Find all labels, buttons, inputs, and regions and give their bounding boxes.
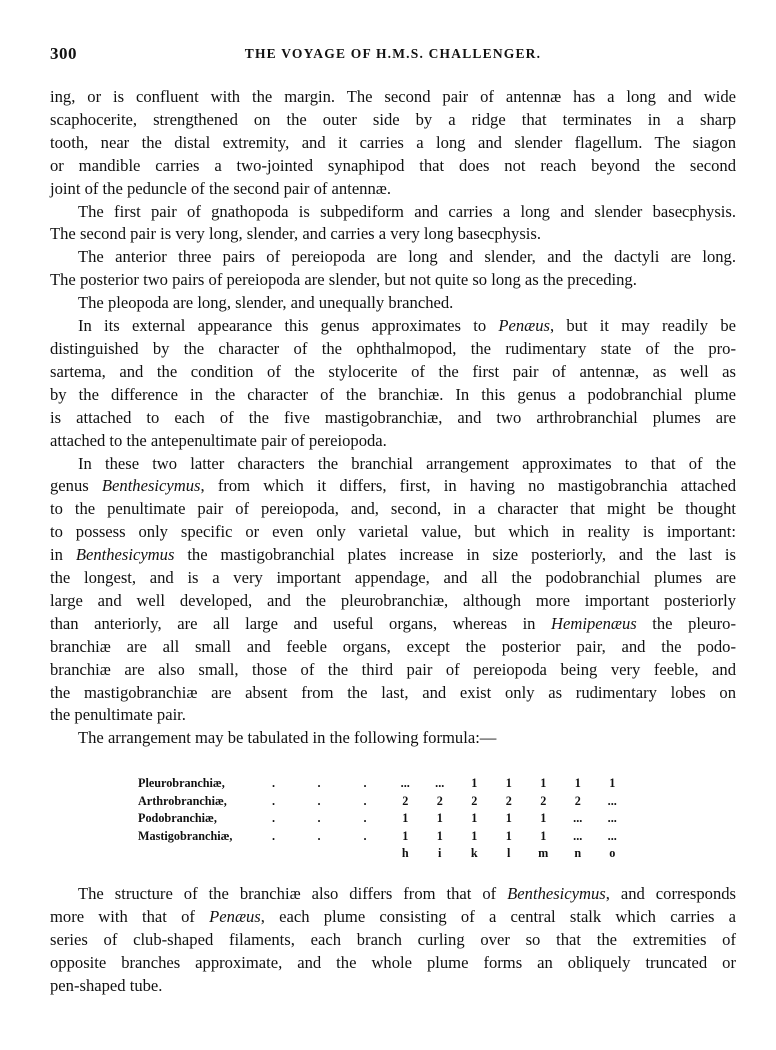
text-line: joint of the peduncle of the second pair of antennæ. [50, 178, 391, 198]
text-line: opposite branches approximate, and the whole plume forms an obliquely truncated or [50, 952, 736, 972]
column-letter: o [609, 846, 616, 860]
text-run: more with that of [50, 906, 210, 926]
text-line: pen-shaped tube. [50, 975, 163, 995]
column-letter: n [574, 846, 582, 860]
formula-cell: 1 [471, 811, 478, 825]
formula-cell: 1 [540, 811, 547, 825]
text-line: attached to the antepenultimate pair of pereiopoda. [50, 430, 387, 450]
text-line: tooth, near the distal extremity, and it carries a long and slender flagellum. The siagon [50, 132, 736, 152]
formula-cell: ... [573, 811, 583, 825]
column-letter: i [438, 846, 442, 860]
text-line: to possess only specific or even only varietal value, but which in reality is important: [50, 522, 736, 542]
column-letter: k [470, 846, 478, 860]
text-line: distinguished by the character of the ophthalmopod, the rudimentary state of the pro- [50, 338, 736, 358]
formula-cell: 1 [471, 776, 478, 790]
formula-row-label: Mastigobranchiæ, [138, 828, 233, 843]
text-line [50, 613, 736, 636]
text-line: branchiæ are all small and feeble organs, except the posterior pair, and the podo- [50, 636, 736, 656]
formula-cell: 2 [505, 793, 512, 808]
text-line: The arrangement may be tabulated in the following formula:— [78, 728, 497, 748]
text-line: The first pair of gnathopoda is subpediform and carries a long and slender basecphysis. [78, 201, 736, 221]
formula-cell: 1 [402, 811, 409, 825]
text-run: the mastigobranchial plates increase in size posteriorly, and the last is [174, 545, 736, 565]
leader-dot: . [317, 793, 321, 808]
text-line: or mandible carries a two-jointed synaphipod that does not reach beyond the second [50, 155, 736, 175]
formula-cell: 2 [436, 793, 443, 808]
italic-taxon-name: Benthesicymus [75, 545, 175, 565]
text-line: large and well developed, and the pleurobranchiæ, although more important posteriorly [50, 590, 736, 610]
italic-taxon-name: Hemipenæus [551, 613, 637, 633]
leader-dot: . [317, 811, 321, 825]
leader-dot: . [272, 811, 276, 825]
text-line: by the difference in the character of the branchiæ. In this genus a podobranchial plume [50, 384, 736, 404]
text-line: The second pair is very long, slender, and carries a very long basecphysis. [50, 224, 541, 244]
text-run: in [50, 545, 76, 565]
text-line [50, 883, 736, 906]
text-line: branchiæ are also small, those of the third pair of pereiopoda being very feeble, and [50, 659, 736, 679]
text-line: The anterior three pairs of pereiopoda are long and slender, and the dactyli are long. [78, 247, 736, 267]
running-title: THE VOYAGE OF H.M.S. CHALLENGER. [244, 46, 542, 61]
column-letter: m [538, 846, 549, 860]
italic-taxon-name: Penæus [498, 316, 550, 336]
formula-cell: 1 [540, 776, 547, 790]
paragraph [50, 727, 736, 750]
branchial-formula-table [138, 776, 630, 864]
leader-dot: . [317, 776, 321, 790]
formula-cell: ... [607, 811, 617, 825]
formula-row-label: Pleurobranchiæ, [138, 776, 225, 790]
text-line [50, 475, 736, 498]
text-line: sartema, and the condition of the stylocerite of the first pair of antennæ, as well as [50, 361, 736, 381]
italic-taxon-name: Benthesicymus [101, 476, 201, 496]
text-line: series of club-shaped filaments, each branch curling over so that the extremities of [50, 929, 736, 949]
formula-cell: ... [607, 793, 617, 808]
text-line: to the penultimate pair of pereiopoda, and, second, in a character that might be thought [50, 499, 736, 519]
paragraph [50, 315, 736, 452]
text-run: , each plume consisting of a central stalk which carries a [260, 906, 736, 926]
page-number: 300 [50, 44, 77, 63]
paragraph [50, 86, 736, 201]
leader-dot: . [317, 828, 321, 843]
formula-row [138, 794, 630, 812]
body-text [50, 86, 736, 750]
text-line: the penultimate pair. [50, 705, 186, 725]
formula-row [138, 811, 630, 829]
paragraph [50, 201, 736, 247]
formula-cell: 1 [540, 828, 547, 843]
formula-cell: 2 [540, 793, 547, 808]
formula-cell: 1 [471, 828, 478, 843]
leader-dot: . [363, 811, 367, 825]
formula-cell: 1 [436, 828, 443, 843]
formula-cell: ... [607, 828, 617, 843]
text-line [50, 544, 736, 567]
formula-cell: ... [435, 776, 445, 790]
text-line: the mastigobranchiæ are absent from the last, and exist only as rudimentary lobes on [50, 682, 736, 702]
leader-dot: . [272, 776, 276, 790]
formula-cell: 2 [471, 793, 478, 808]
formula-cell: 2 [574, 793, 581, 808]
column-letter: l [507, 846, 511, 860]
column-letter: h [401, 846, 409, 860]
paragraph [50, 883, 736, 998]
formula-row-label: Podobranchiæ, [138, 811, 217, 825]
text-run: , and corresponds [605, 884, 736, 903]
formula-cell: 1 [574, 776, 581, 790]
text-run: the pleuro- [636, 613, 736, 633]
formula-cell: ... [573, 828, 583, 843]
formula-cell: 1 [402, 828, 409, 843]
leader-dot: . [363, 776, 367, 790]
leader-dot: . [272, 828, 276, 843]
formula-row-label: Arthrobranchiæ, [138, 793, 227, 808]
italic-taxon-name: Penæus [209, 906, 261, 926]
text-line: In these two latter characters the branchial arrangement approximates to that of the [78, 453, 736, 473]
paragraph [50, 246, 736, 292]
text-line [50, 906, 736, 929]
formula-cell: 2 [402, 793, 409, 808]
text-run: genus [50, 476, 102, 496]
text-line: The pleopoda are long, slender, and unequally branched. [78, 293, 454, 313]
page-header [50, 44, 736, 68]
leader-dot: . [272, 793, 276, 808]
paragraph [50, 292, 736, 315]
text-run: , from which it differs, first, in having no mastigobranchia attached [200, 476, 736, 496]
leader-dot: . [363, 828, 367, 843]
text-line: The posterior two pairs of pereiopoda are slender, but not quite so long as the preceding. [50, 270, 637, 290]
paragraph [50, 453, 736, 728]
formula-cell: 1 [436, 811, 443, 825]
formula-cell: 1 [505, 776, 512, 790]
leader-dot: . [363, 793, 367, 808]
italic-taxon-name: Benthesicymus [507, 884, 606, 903]
text-line: the longest, and is a very important appendage, and all the podobranchial plumes are [50, 568, 736, 588]
formula-cell: 1 [505, 811, 512, 825]
formula-cell: 1 [609, 776, 616, 790]
text-line: scaphocerite, strengthened on the outer side by a ridge that terminates in a sharp [50, 109, 736, 129]
text-run: In its external appearance this genus approximates to [78, 316, 499, 336]
text-run: than anteriorly, are all large and useful organs, whereas in [50, 613, 551, 633]
text-line: is attached to each of the five mastigobranchiæ, and two arthrobranchial plumes are [50, 407, 736, 427]
text-run: The structure of the branchiæ also differs from that of [78, 884, 508, 903]
text-run: , but it may readily be [549, 316, 736, 336]
formula-cell: 1 [505, 828, 512, 843]
formula-row [138, 829, 630, 847]
formula-row [138, 776, 630, 794]
formula-column-letters [138, 846, 630, 864]
text-line [50, 315, 736, 338]
formula-cell: ... [400, 776, 410, 790]
text-line: ing, or is confluent with the margin. The second pair of antennæ has a long and wide [50, 87, 736, 106]
closing-paragraph [50, 883, 736, 998]
